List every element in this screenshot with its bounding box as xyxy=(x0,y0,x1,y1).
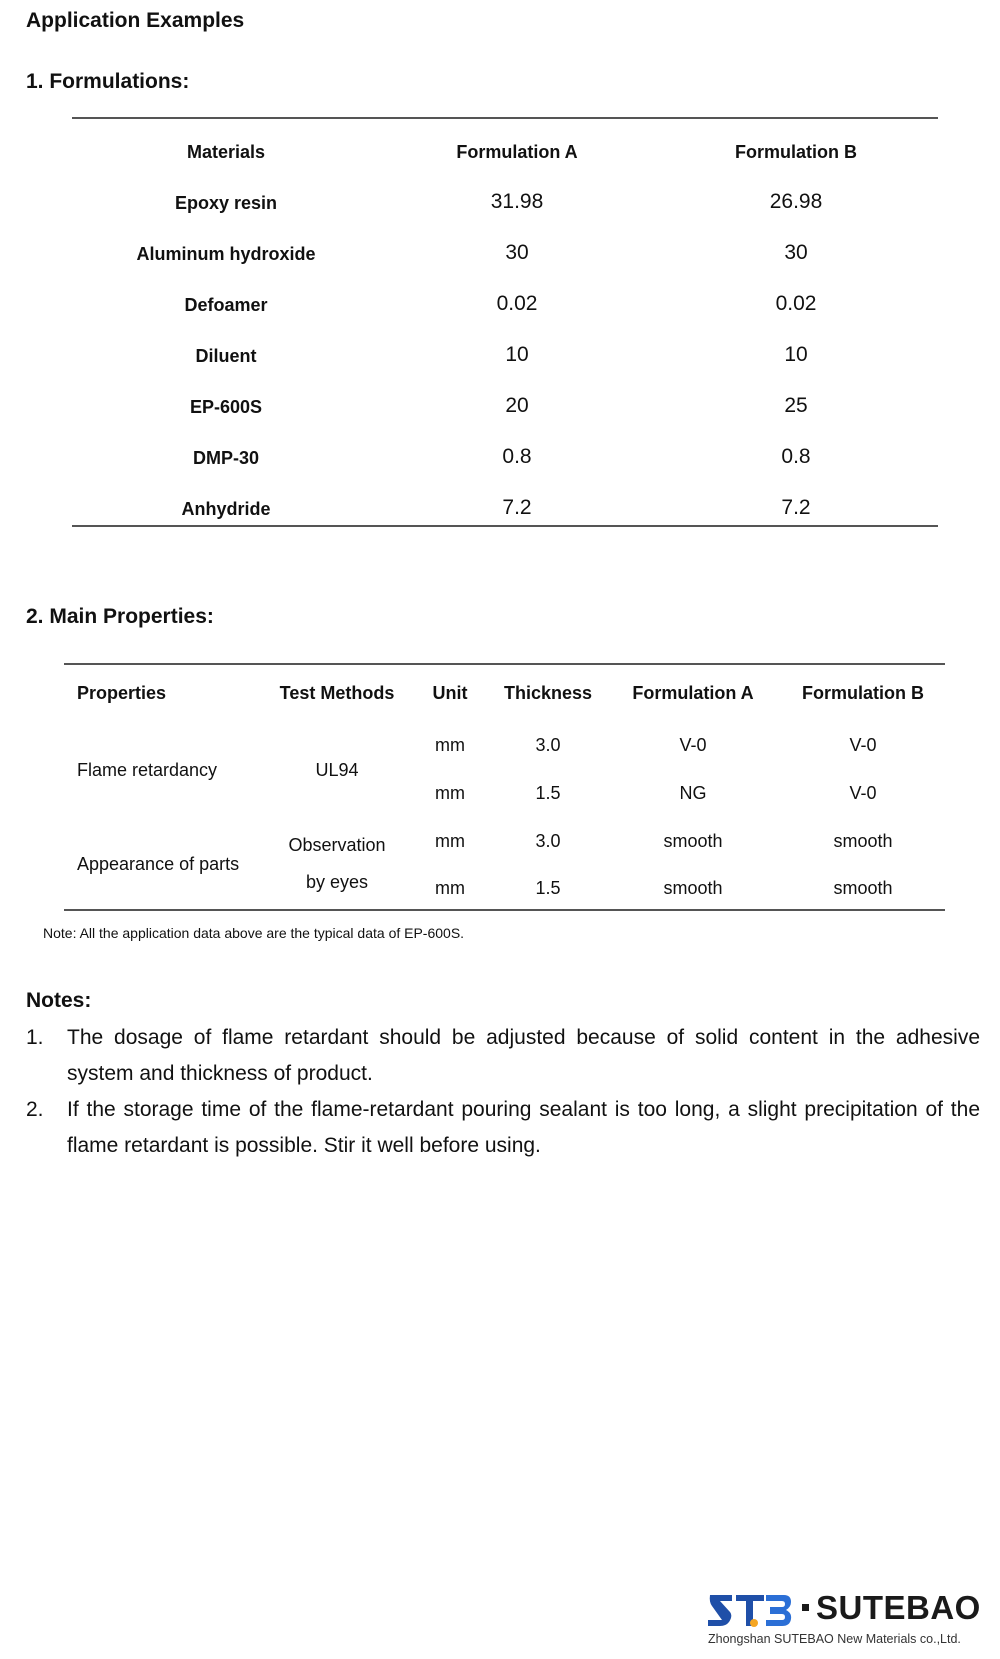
formulation-a-value: V-0 xyxy=(679,735,707,755)
formulation-a-value: 0.8 xyxy=(502,445,532,468)
formulation-b-value: 0.8 xyxy=(781,445,811,468)
col-header-properties: Properties xyxy=(77,683,167,703)
formulation-b-value: 7.2 xyxy=(781,496,811,519)
formulation-b-value: V-0 xyxy=(849,735,877,755)
notes-list xyxy=(26,1020,980,1164)
unit-value: mm xyxy=(435,831,465,851)
thickness-value: 1.5 xyxy=(535,878,561,898)
formulations-heading: 1. Formulations: xyxy=(26,70,190,93)
formulation-a-value: smooth xyxy=(663,878,723,898)
table-footnote: Note: All the application data above are the typical data of EP-600S. xyxy=(43,925,465,941)
table-bottom-rule xyxy=(64,909,945,911)
formulation-b-value: 25 xyxy=(784,394,808,417)
formulation-b-value: 26.98 xyxy=(769,190,823,213)
col-header-formulation-b: Formulation B xyxy=(802,683,924,703)
col-header-formulation-a: Formulation A xyxy=(632,683,754,703)
table-bottom-rule xyxy=(72,525,938,527)
formulation-a-value: 7.2 xyxy=(502,496,532,519)
col-header-formulation-a: Formulation A xyxy=(456,142,578,162)
formulation-b-value: 0.02 xyxy=(775,292,817,315)
note-item xyxy=(26,1020,980,1092)
note-text: The dosage of flame retardant should be adjusted because of solid content in the adhesive system and thickness of product. xyxy=(67,1026,980,1085)
thickness-value: 3.0 xyxy=(535,735,561,755)
material-name: Anhydride xyxy=(181,499,271,519)
formulation-b-value: 10 xyxy=(784,343,808,366)
properties-heading: 2. Main Properties: xyxy=(26,605,214,628)
formulation-a-value: NG xyxy=(679,783,707,803)
thickness-value: 3.0 xyxy=(535,831,561,851)
note-number: 1. xyxy=(26,1026,44,1049)
col-header-test-methods: Test Methods xyxy=(279,683,395,703)
property-name: Flame retardancy xyxy=(77,760,218,780)
material-name: Defoamer xyxy=(184,295,268,315)
stb-logo-icon xyxy=(708,1592,792,1628)
material-name: Diluent xyxy=(195,346,257,366)
formulation-a-value: 0.02 xyxy=(496,292,538,315)
company-logo xyxy=(708,1589,981,1652)
note-item xyxy=(26,1092,980,1164)
notes-title: Notes: xyxy=(26,989,92,1012)
formulation-a-value: 10 xyxy=(505,343,529,366)
formulation-a-value: 31.98 xyxy=(490,190,544,213)
logo-wordmark: SUTEBAO xyxy=(816,1589,981,1626)
table-top-rule xyxy=(64,663,945,665)
col-header-unit: Unit xyxy=(432,683,468,703)
formulation-b-value: smooth xyxy=(833,878,893,898)
logo-separator-dot xyxy=(802,1604,809,1611)
material-name: EP-600S xyxy=(189,397,263,417)
table-top-rule xyxy=(72,117,938,119)
page-title: Application Examples xyxy=(26,9,245,32)
test-method-line2: by eyes xyxy=(305,872,369,892)
thickness-value: 1.5 xyxy=(535,783,561,803)
property-name: Appearance of parts xyxy=(77,854,240,874)
test-method: UL94 xyxy=(315,760,359,780)
formulation-a-value: smooth xyxy=(663,831,723,851)
note-text: If the storage time of the flame-retardant pouring sealant is too long, a slight precipitation of the flame retardant is possible. Stir it well before using. xyxy=(67,1098,980,1157)
material-name: DMP-30 xyxy=(192,448,260,468)
formulation-b-value: smooth xyxy=(833,831,893,851)
unit-value: mm xyxy=(435,735,465,755)
formulation-a-value: 30 xyxy=(505,241,529,264)
formulation-a-value: 20 xyxy=(505,394,529,417)
test-method-line1: Observation xyxy=(288,835,386,855)
material-name: Epoxy resin xyxy=(174,193,278,213)
col-header-materials: Materials xyxy=(186,142,266,162)
material-name: Aluminum hydroxide xyxy=(136,244,316,264)
unit-value: mm xyxy=(435,783,465,803)
logo-subtitle: Zhongshan SUTEBAO New Materials co.,Ltd. xyxy=(708,1632,961,1646)
col-header-formulation-b: Formulation B xyxy=(735,142,857,162)
formulation-b-value: 30 xyxy=(784,241,808,264)
note-number: 2. xyxy=(26,1098,44,1121)
col-header-thickness: Thickness xyxy=(503,683,593,703)
unit-value: mm xyxy=(435,878,465,898)
formulation-b-value: V-0 xyxy=(849,783,877,803)
